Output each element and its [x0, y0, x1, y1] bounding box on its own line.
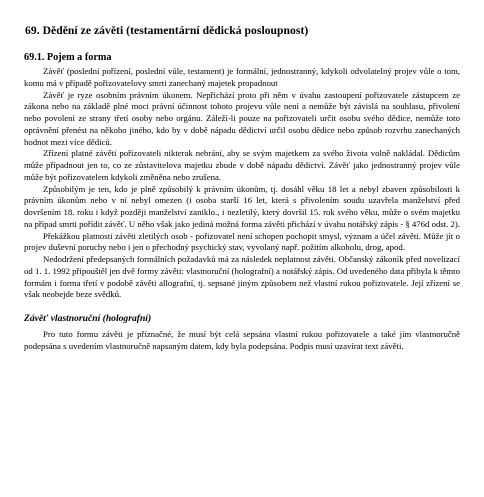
subsection-title: Závěť vlastnoruční (holografní): [24, 313, 152, 324]
subsection-body: [24, 329, 460, 353]
paragraph: Nedodržení předepsaných formálních požadavků má za následek neplatnost závěti. Občanský zákoník před novelizací od 1. 1. 1992 připouštěl jen dvě formy závěti: vlastnoruční (holografní) a notářský zápis. Od uvedeného data přibyla k těmto formám i forma třetí v podobě závěti allografní, tj. sepsané jiným způsobem než vlastní rukou pořizovatele. Její zřízení se však neobejde beze svědků.: [24, 254, 460, 300]
paragraph: Překážkou platnosti závěti zletilých osob - pořizovatel není schopen pochopit smysl, význam a účel závěti. Může jít o projev duševní poruchy nebo i jen o přechodný psychický stav, vyvolaný např. požitím alkoholu, drog, apod.: [24, 230, 460, 253]
chapter-title: 69. Dědění ze závěti (testamentární dědická posloupnost): [25, 24, 309, 37]
paragraph: Zřízení platné závěti pořizovateli nikterak nebrání, aby se svým majetkem za svého života volně nakládal. Dědicům může případnout jen to, co ze zůstavitelova majetku zbude v době nápadu dědictví. Závěť jako jednostranný projev vůle může být pořizovatelem kdykoli změněna nebo zrušena.: [24, 148, 460, 182]
paragraph: Způsobilým je ten, kdo je plně způsobilý k právním úkonům, tj. dosáhl věku 18 let a nebyl zbaven způsobilosti k právním úkonům nebo v ní nebyl omezen (i osoba starší 16 let, která s přivolením soudu uzavřela manželství před dovršením 18. roku i když později manželství zaniklo., i nezletilý, který dovršil 15. rok svého věku, může o svém majetku na případ smrti pořídit závěť. U něho však jako jediná možná forma závěti přichází v úvahu notářský zápis - § 476d odst. 2).: [24, 183, 461, 229]
paragraph: Závěť je ryze osobním právním úkonem. Nepřichází proto při něm v úvahu zastoupení pořizovatele zástupcem ze zákona nebo na základě plné moci právní účinnost tohoto projevu vůle není a nemůže být závislá na souhlasu, přivolení nebo povolení ze strany třetí osoby nebo orgánu. Záleží-li pouze na pořizovateli určit osobu svého dědice, nemůže toto oprávnění přenést na někoho jiného, kdo by v době nápadu dědictví určil osobu dědice nebo způsob rozvrhu zanechaných hodnot mezi více dědiců.: [24, 89, 460, 147]
paragraph: Závěť (poslední pořízení, poslední vůle, testament) je formální, jednostranný, kdykoli odvolatelný projev vůle o tom, komu má v případě pořizovatelovy smrti zanechaný majetek propadnout: [24, 66, 460, 88]
section-body: [24, 66, 460, 301]
section-title: 69.1. Pojem a forma: [24, 52, 112, 63]
paragraph: Pro tuto formu závěti je příznačné, že musí být celá sepsána vlastní rukou pořizovatele a také jím vlastnoručně podepsána s uvedením vlastnoručně napsaným datem, kdy byla podepsána. Podpis musí uzavírat text závěti.: [24, 329, 460, 351]
